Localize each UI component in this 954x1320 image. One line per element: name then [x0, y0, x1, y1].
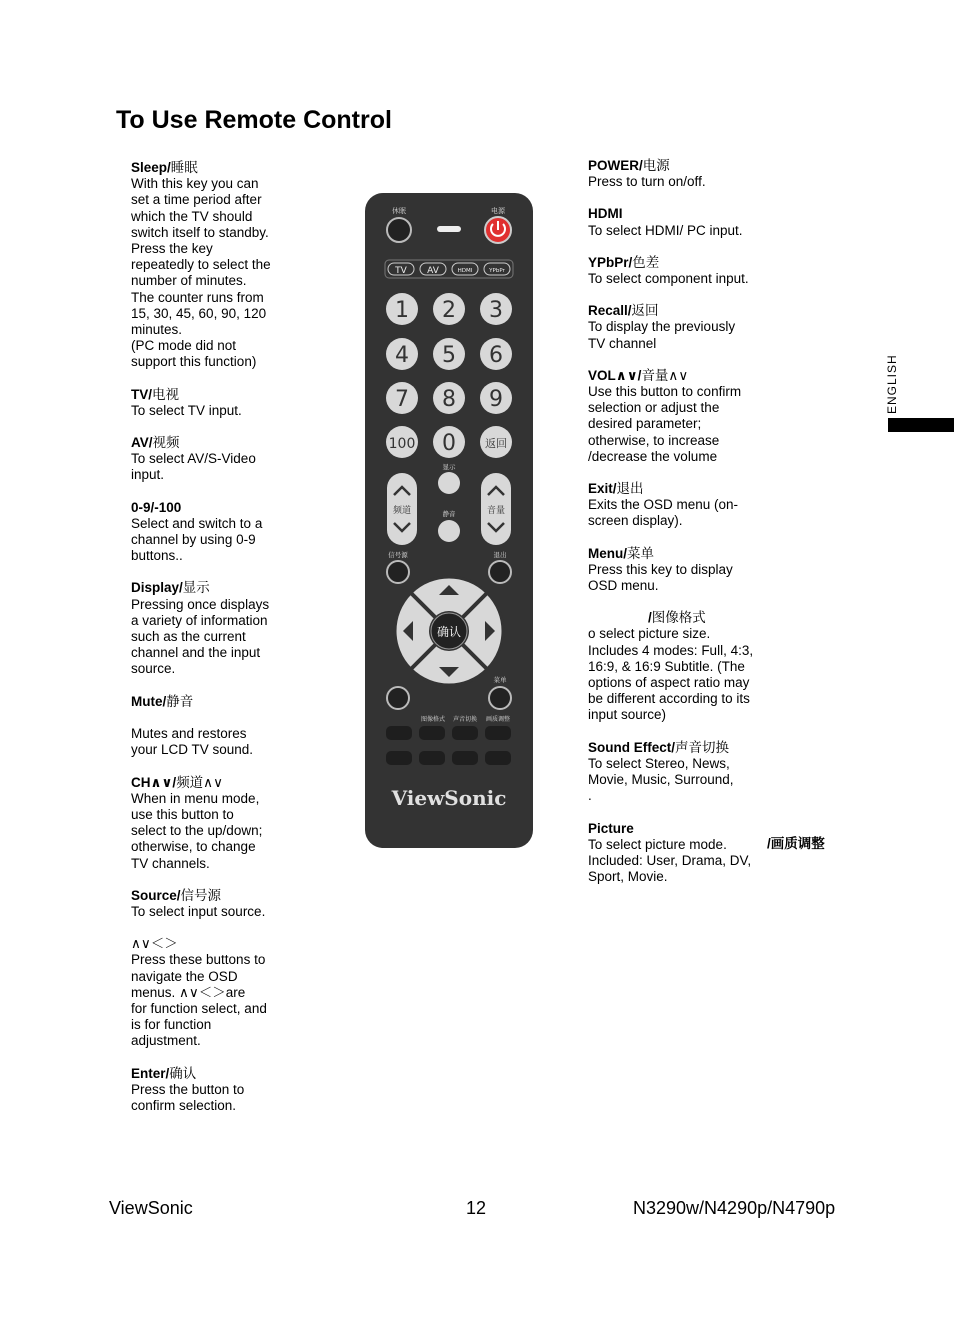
entry-heading-en: Display/ — [131, 580, 183, 596]
entry-description: Press these buttons to navigate the OSD menus. ∧∨＜＞are for function select, and is for function adjustment. — [131, 952, 267, 1049]
description-entry — [131, 435, 281, 484]
remote-enter-label: 确认 — [436, 625, 462, 639]
entry-heading-en: Recall/ — [588, 303, 632, 319]
right-column — [588, 158, 763, 901]
entry-heading-cn: 电视 — [152, 386, 180, 402]
remote-func-button — [452, 751, 478, 765]
remote-exit-label: 退出 — [493, 551, 507, 559]
entry-heading — [131, 1066, 281, 1082]
entry-heading — [588, 821, 763, 837]
remote-menu-label: 菜单 — [493, 676, 507, 684]
remote-aspect-label: 图像格式 — [420, 716, 446, 723]
entry-heading-cn: 声音切换 — [675, 739, 729, 755]
remote-ypbpr-label: YPbPr — [489, 268, 505, 274]
entry-heading-en: Menu/ — [588, 545, 627, 561]
remote-vol-label: 音量 — [486, 506, 506, 516]
entry-description: With this key you can set a time period after which the TV should switch itself to standby. Press the key repeatedly to select the number of minutes. The counter runs from 15, 30, 45, 60, 90, 120 minutes. (PC mode did not support this function) — [131, 176, 271, 370]
remote-menu-button — [489, 687, 511, 709]
remote-source-button — [387, 561, 409, 583]
description-entry — [588, 206, 763, 238]
remote-ir-led — [437, 226, 461, 232]
remote-digit-label: 9 — [489, 387, 503, 412]
description-entry — [588, 255, 763, 287]
left-column — [131, 160, 281, 1130]
entry-heading-cn: 音量∧∨ — [641, 367, 689, 383]
remote-control-illustration — [365, 193, 533, 848]
remote-0-label: 0 — [442, 431, 456, 456]
description-entry — [131, 775, 281, 872]
remote-exit-button — [489, 561, 511, 583]
entry-heading-en: HDMI — [588, 206, 623, 222]
entry-heading — [588, 740, 763, 756]
remote-av-label: AV — [427, 266, 439, 276]
remote-ch-label: 频道 — [392, 506, 412, 516]
description-entry — [588, 821, 763, 886]
entry-description: o select picture size. Includes 4 modes: Full, 4:3, 16:9, & 16:9 Subtitle. (The options of aspect ratio may be different according to its input source) — [588, 626, 754, 723]
description-entry — [588, 158, 763, 190]
entry-heading — [131, 500, 281, 516]
remote-display-button — [438, 472, 460, 494]
remote-tv-label: TV — [395, 266, 407, 276]
remote-func-button — [452, 726, 478, 740]
remote-digit-label: 6 — [489, 343, 503, 368]
entry-heading — [588, 610, 763, 626]
footer-models: N3290w/N4290p/N4790p — [633, 1198, 836, 1218]
entry-description: Mutes and restores your LCD TV sound. — [131, 726, 254, 758]
remote-digit-label: 7 — [395, 387, 409, 412]
entry-description: To display the previously TV channel — [588, 319, 736, 351]
remote-recall-label: 返回 — [485, 437, 507, 450]
remote-func-button — [386, 751, 412, 765]
entry-heading — [588, 255, 763, 271]
entry-heading-en: Picture — [588, 820, 634, 836]
remote-func-button — [485, 726, 511, 740]
entry-heading-en: Sound Effect/ — [588, 739, 675, 755]
remote-digit-label: 2 — [442, 298, 456, 323]
entry-heading-cn: 显示 — [182, 580, 210, 596]
description-entry — [131, 694, 281, 759]
remote-digit-label: 3 — [489, 298, 503, 323]
description-entry — [131, 500, 281, 565]
entry-description: Select and switch to a channel by using 0-9 buttons.. — [131, 515, 263, 564]
entry-description: To select component input. — [588, 271, 749, 287]
entry-description: To select picture mode. Included: User, Drama, DV, Sport, Movie. — [588, 836, 752, 885]
remote-hdmi-label: HDMI — [457, 268, 473, 274]
remote-func-button — [419, 726, 445, 740]
entry-heading-cn: 退出 — [616, 481, 644, 497]
entry-heading — [131, 775, 281, 791]
description-entry — [588, 546, 763, 595]
entry-heading — [588, 303, 763, 319]
entry-heading-en: VOL∧∨/ — [588, 367, 642, 383]
remote-sound-label: 声音切换 — [452, 716, 478, 723]
page-title: To Use Remote Control — [116, 106, 392, 134]
remote-sleep-button — [387, 218, 411, 242]
entry-heading-cn: 返回 — [631, 303, 659, 319]
entry-description: To select HDMI/ PC input. — [588, 222, 743, 238]
entry-heading — [131, 435, 281, 451]
entry-description: Use this button to confirm selection or adjust the desired parameter; otherwise, to increase /decrease the volume — [588, 384, 742, 464]
entry-heading — [131, 580, 281, 596]
entry-heading-en: CH∧∨/ — [131, 774, 177, 790]
remote-label-power: 电源 — [491, 207, 505, 215]
description-entry — [588, 610, 763, 723]
remote-func-button — [386, 726, 412, 740]
entry-heading-cn: 菜单 — [627, 545, 654, 561]
entry-description: Press the button to confirm selection. — [131, 1081, 245, 1113]
entry-heading-en: Source/ — [131, 887, 181, 903]
entry-heading — [588, 158, 763, 174]
remote-number-pad — [386, 293, 512, 414]
remote-100-label: 100 — [388, 436, 416, 452]
entry-heading-en: / — [588, 610, 652, 626]
description-entry — [588, 740, 763, 805]
description-entry — [131, 580, 281, 677]
entry-heading-cn: 睡眠 — [170, 160, 198, 175]
remote-digit-label: 1 — [395, 298, 409, 323]
entry-heading-en: Sleep/ — [131, 160, 171, 175]
description-entry — [588, 481, 763, 530]
entry-heading-cn: 视频 — [152, 435, 180, 451]
entry-description: When in menu mode, use this button to select to the up/down; otherwise, to change TV channels. — [131, 790, 263, 871]
remote-display-label: 显示 — [442, 463, 456, 471]
entry-heading-cn: 静音 — [166, 693, 194, 709]
entry-description: To select Stereo, News, Movie, Music, Surround, . — [588, 755, 734, 804]
description-entry — [131, 936, 281, 1049]
entry-description: To select TV input. — [131, 402, 242, 418]
entry-heading — [588, 206, 763, 222]
entry-heading — [131, 936, 281, 952]
remote-mute-button — [438, 520, 460, 542]
entry-heading — [131, 694, 281, 710]
entry-heading — [131, 387, 281, 403]
description-entry — [131, 1066, 281, 1115]
entry-heading-en: Enter/ — [131, 1065, 170, 1081]
remote-source-label: 信号源 — [388, 551, 408, 559]
description-entry — [588, 303, 763, 352]
entry-heading-cn: 色差 — [632, 254, 660, 270]
entry-heading — [131, 160, 281, 176]
language-tab-label: ENGLISH — [885, 354, 899, 414]
remote-digit-label: 8 — [442, 387, 456, 412]
description-entry — [131, 160, 281, 371]
entry-heading — [131, 888, 281, 904]
entry-heading-cn: 确认 — [169, 1065, 197, 1081]
remote-func-button — [485, 751, 511, 765]
remote-mute-label: 静音 — [442, 510, 456, 518]
description-entry — [588, 368, 763, 465]
remote-digit-label: 5 — [442, 343, 456, 368]
entry-description: To select input source. — [131, 903, 266, 919]
entry-heading-en: Exit/ — [588, 481, 617, 497]
entry-heading-cn: ∧∨＜＞ — [131, 936, 178, 952]
entry-heading-cn: 电源 — [642, 158, 670, 173]
entry-heading-cn: 信号源 — [180, 887, 222, 903]
description-entry — [131, 888, 281, 920]
footer-brand: ViewSonic — [109, 1198, 193, 1218]
remote-label-sleep: 休眠 — [392, 207, 406, 215]
entry-heading-en: AV/ — [131, 435, 153, 451]
entry-description: Press to turn on/off. — [588, 174, 706, 190]
footer-page-number: 12 — [466, 1198, 487, 1218]
entry-heading — [588, 368, 763, 384]
description-entry — [131, 387, 281, 419]
remote-digit-label: 4 — [395, 343, 409, 368]
entry-heading-en: 0-9/-100 — [131, 499, 182, 515]
entry-heading — [588, 481, 763, 497]
language-tab-bar — [888, 418, 954, 432]
entry-description: Exits the OSD menu (on- screen display). — [588, 497, 739, 529]
remote-brand-logo: ViewSonic — [391, 786, 507, 810]
remote-left-bottom-button — [387, 687, 409, 709]
entry-description: Pressing once displays a variety of information such as the current channel and the input source. — [131, 596, 270, 677]
entry-description: To select AV/S-Video input. — [131, 451, 256, 483]
picture-heading-suffix: /画质调整 — [767, 836, 825, 851]
entry-description: Press this key to display OSD menu. — [588, 561, 733, 594]
remote-picture-label: 画质调整 — [485, 716, 511, 723]
entry-heading-en: Mute/ — [131, 693, 167, 709]
entry-heading-en: YPbPr/ — [588, 254, 633, 270]
remote-func-button — [419, 751, 445, 765]
entry-heading-cn: 图像格式 — [651, 610, 706, 626]
entry-heading-cn: 频道∧∨ — [176, 774, 223, 790]
entry-heading — [588, 546, 763, 562]
entry-heading-en: TV/ — [131, 386, 153, 402]
entry-heading-en: POWER/ — [588, 158, 643, 173]
